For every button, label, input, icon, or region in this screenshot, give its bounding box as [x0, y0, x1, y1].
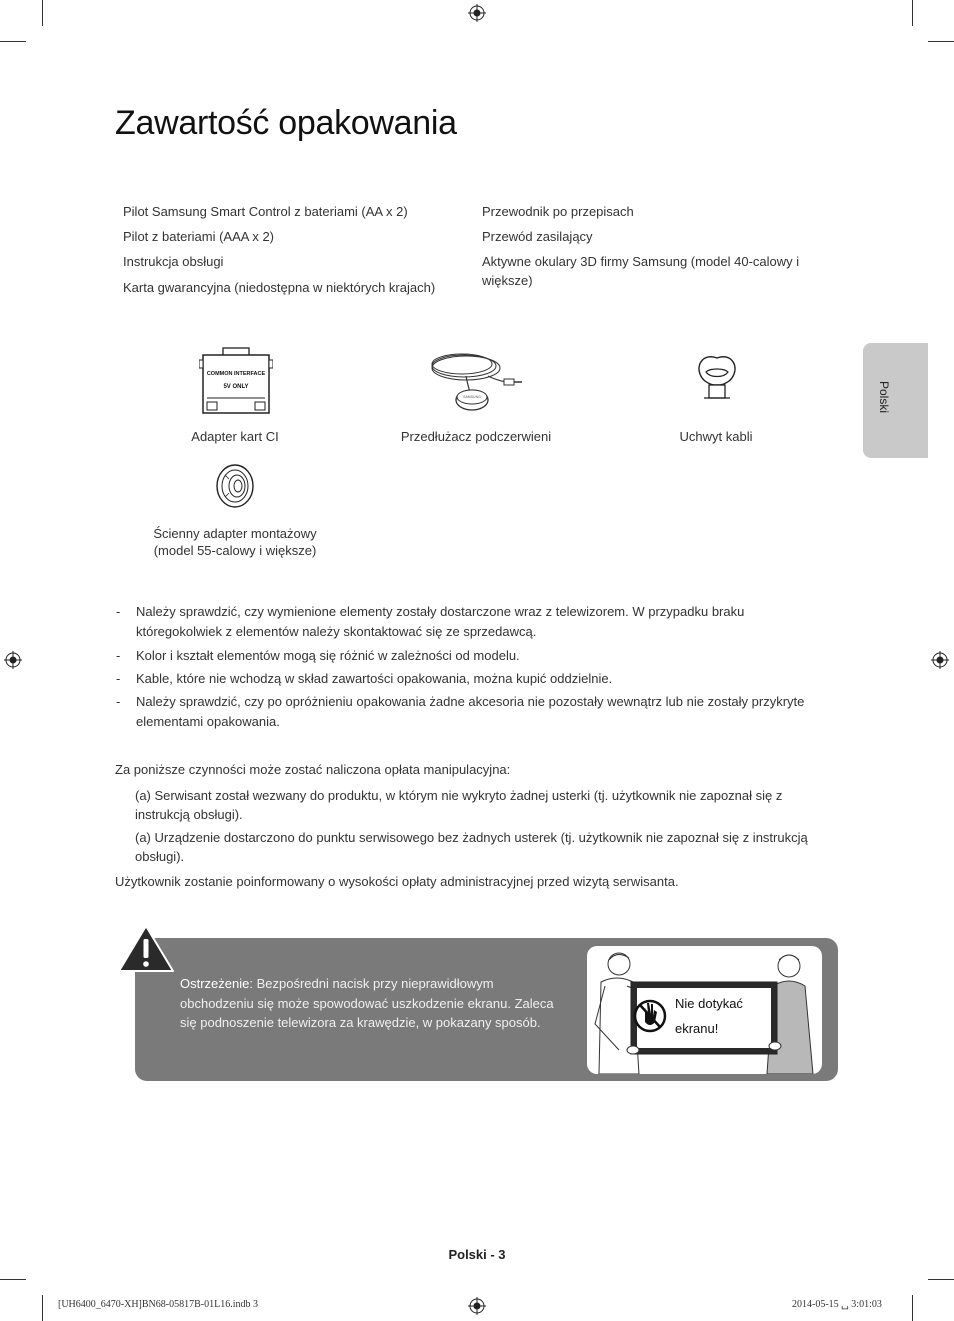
ir-extender-illustration [426, 346, 526, 414]
ci-label-line2: 5V ONLY [223, 384, 249, 390]
crop-mark [912, 0, 913, 26]
cable-holder-caption: Uchwyt kabli [679, 429, 753, 444]
registration-target-icon [4, 651, 22, 669]
note-dash: - [116, 694, 121, 709]
fees-intro: Za poniższe czynności może zostać naliczona opłata manipulacyjna: [115, 762, 511, 777]
note-text: Kable, które nie wchodzą w skład zawartości opakowania, można kupić oddzielnie. [136, 671, 613, 686]
crop-mark [42, 0, 43, 26]
language-tab-label: Polski [877, 381, 891, 414]
warning-triangle-icon [117, 924, 175, 974]
page-title: Zawartość opakowania [115, 104, 457, 142]
note-dash: - [116, 648, 121, 663]
ci-adapter-caption: Adapter kart CI [191, 429, 279, 444]
note-dash: - [116, 604, 121, 619]
crop-mark [0, 1279, 26, 1280]
ir-extender-caption: Przedłużacz podczerwieni [400, 429, 552, 444]
fees-item: (a) Urządzenie dostarczono do punktu serwisowego bez żadnych usterek (tj. użytkownik nie zapoznał się z instrukcją obsługi). [135, 830, 808, 864]
crop-mark [928, 1279, 954, 1280]
list-item: Pilot Samsung Smart Control z bateriami (AA x 2) [123, 204, 408, 219]
crop-mark [912, 1295, 913, 1321]
tv-handling-illustration [587, 946, 822, 1074]
registration-target-icon [931, 651, 949, 669]
list-item: Karta gwarancyjna (niedostępna w niektórych krajach) [123, 280, 436, 295]
wall-adapter-caption-line2: (model 55-calowy i większe) [153, 543, 317, 558]
note-dash: - [116, 671, 121, 686]
note-text: Kolor i kształt elementów mogą się różnić w zależności od modelu. [136, 648, 520, 663]
crop-mark [928, 41, 954, 42]
warning-body: : Bezpośredni nacisk przy nieprawidłowym obchodzeniu się może spowodować uszkodzenie ekranu. Zaleca się podnoszenie telewizora za krawędzie, w pokazany sposób. [180, 976, 554, 1030]
warning-text [180, 974, 565, 1033]
wall-adapter-caption-line1: Ścienny adapter montażowy [153, 526, 317, 541]
list-item: Pilot z bateriami (AAA x 2) [123, 229, 274, 244]
language-tab [863, 343, 928, 458]
list-item: Instrukcja obsługi [123, 254, 224, 269]
tv-handling-drawing [587, 946, 822, 1074]
note-text: Należy sprawdzić, czy wymienione elementy zostały dostarczone wraz z telewizorem. W przypadku braku któregokolwiek z elementów należy skontaktować się ze sprzedawcą. [136, 604, 745, 639]
sign-line2: ekranu! [675, 1021, 719, 1036]
fees-outro: Użytkownik zostanie poinformowany o wysokości opłaty administracyjnej przed wizytą serwisanta. [115, 874, 679, 889]
registration-target-icon [468, 4, 486, 22]
imprint-file: [UH6400_6470-XH]BN68-05817B-01L16.indb 3 [58, 1299, 258, 1310]
list-item: Przewód zasilający [482, 229, 593, 244]
crop-mark [42, 1295, 43, 1321]
imprint-date: 2014-05-15 ␣ 3:01:03 [792, 1299, 882, 1310]
list-item: Przewodnik po przepisach [482, 204, 634, 219]
wall-adapter-illustration [215, 463, 255, 509]
cable-holder-illustration [694, 354, 740, 404]
fees-item: (a) Serwisant został wezwany do produktu, w którym nie wykryto żadnej usterki (tj. użytkownik nie zapoznał się z instrukcją obsługi). [135, 788, 783, 822]
ir-logo-text: SAMSUNG [463, 395, 481, 399]
registration-target-icon [468, 1297, 486, 1315]
list-item: Aktywne okulary 3D firmy Samsung (model 40-calowy i większe) [482, 254, 800, 288]
crop-mark [0, 41, 26, 42]
ci-label-line1: COMMON INTERFACE [206, 371, 266, 377]
warning-label: Ostrzeżenie [180, 976, 250, 991]
sign-line1: Nie dotykać [675, 996, 743, 1011]
ci-adapter-illustration [199, 346, 273, 416]
note-text: Należy sprawdzić, czy po opróżnieniu opakowania żadne akcesoria nie pozostały wewnątrz lub nie zostały przykryte elementami opakowania. [136, 694, 805, 729]
page-number: Polski - 3 [448, 1247, 506, 1262]
